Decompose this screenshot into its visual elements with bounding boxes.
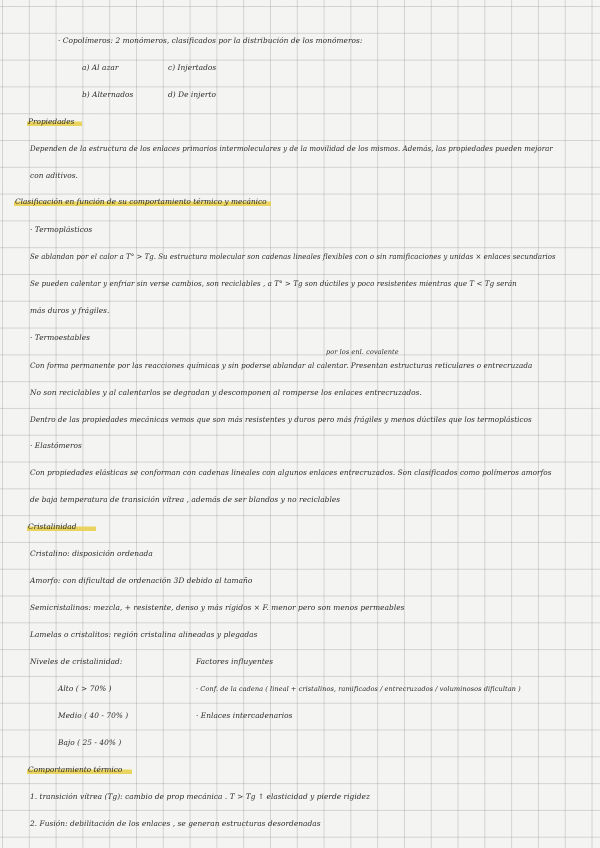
elastomeros-line-1: Con propiedades elásticas se conforman con cadenas lineales con algunos enlaces entrecruzados. Son clasificados como polímeros amorfos xyxy=(30,468,552,477)
termoplasticos-line-3: más duros y frágiles. xyxy=(30,306,110,315)
copolimeros-option-c: c) Injertados xyxy=(168,63,217,72)
heading-propiedades: Propiedades xyxy=(27,117,82,127)
propiedades-line-1: Dependen de la estructura de los enlaces primarios intermoleculares y de la movilidad de los mismos. Además, las propiedades pueden mejorar xyxy=(30,144,553,153)
comportamiento-line-1: 1. transición vítrea (Tg): cambio de prop mecánica . T > Tg ↑ elasticidad y pierde rigidez xyxy=(30,792,370,801)
copolimeros-option-d: d) De injerto xyxy=(168,90,217,99)
factores-title: Factores influyentes xyxy=(196,657,274,666)
niveles-title: Niveles de cristalinidad: xyxy=(30,657,123,666)
heading-cristalinidad: Cristalinidad xyxy=(27,522,96,532)
termoestables-title: · Termoestables xyxy=(30,333,90,342)
heading-clasificacion: Clasificación en función de su comportamiento térmico y mecánico xyxy=(14,197,271,207)
termoestables-annotation: por los enl. covalente xyxy=(326,348,399,356)
termoplasticos-line-2: Se pueden calentar y enfriar sin verse cambios, son reciclables , a T° > Tg son dúctiles y poco resistentes mientras que T < Tg serán xyxy=(30,279,517,288)
cristalinidad-line-3: Semicristalinos: mezcla, + resistente, denso y más rígidos × F. menor pero son menos permeables xyxy=(30,603,405,612)
comportamiento-line-2: 2. Fusión: debilitación de los enlaces , se generan estructuras desordenadas xyxy=(30,819,321,828)
elastomeros-line-2: de baja temperatura de transición vítrea , además de ser blandos y no reciclables xyxy=(30,495,341,504)
copolimeros-option-a: a) Al azar xyxy=(82,63,119,72)
cristalinidad-line-2: Amorfo: con dificultad de ordenación 3D debido al tamaño xyxy=(30,576,253,585)
termoestables-line-2: No son reciclables y al calentarlos se degradan y descomponen al romperse los enlaces entrecruzados. xyxy=(30,388,422,397)
termoestables-line-1: Con forma permanente por las reacciones químicas y sin poderse ablandar al calentar. Presentan estructuras reticulares o entrecruzada xyxy=(30,361,533,370)
heading-comportamiento-termico: Comportamiento térmico xyxy=(27,765,132,775)
nivel-bajo: Bajo ( 25 - 40% ) xyxy=(58,738,122,747)
factor-enlaces: · Enlaces intercadenarios xyxy=(196,711,293,720)
factor-conformacion: · Conf. de la cadena ( lineal + cristalinos, ramificados / entrecruzados / voluminosos dificultan ) xyxy=(196,685,521,693)
termoplasticos-title: · Termoplásticos xyxy=(30,225,93,234)
elastomeros-title: · Elastómeros xyxy=(30,441,82,450)
copolimeros-option-b: b) Alternados xyxy=(82,90,134,99)
nivel-medio: Medio ( 40 - 70% ) xyxy=(58,711,129,720)
termoestables-line-3: Dentro de las propiedades mecánicas vemos que son más resistentes y duros pero más frágiles y menos dúctiles que los termoplásticos xyxy=(30,415,532,424)
propiedades-line-2: con aditivos. xyxy=(30,171,78,180)
cristalinidad-line-1: Cristalino: disposición ordenada xyxy=(30,549,153,558)
nivel-alto: Alto ( > 70% ) xyxy=(58,684,112,693)
cristalinidad-line-4: Lamelas o cristalitos: región cristalina alineadas y plegadas xyxy=(30,630,258,639)
copolimeros-intro: · Copolímeros: 2 monómeros, clasificados por la distribución de los monómeros: xyxy=(58,36,363,45)
termoplasticos-line-1: Se ablandan por el calor a T° > Tg. Su estructura molecular son cadenas lineales flexibles con o sin ramificaciones y unidas × enlaces secundarios xyxy=(30,253,556,261)
